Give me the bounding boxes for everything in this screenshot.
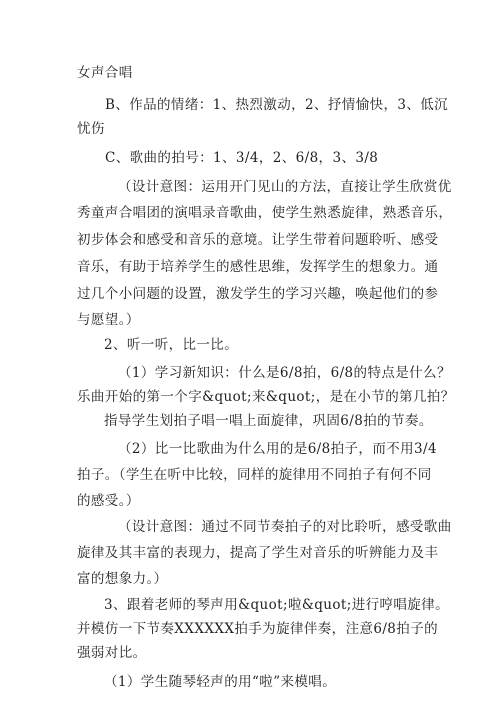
text-line: 强弱对比。 [77,645,147,661]
text-line: B、作品的情绪：1、热烈激动，2、抒情愉快，3、低沉 [105,97,449,113]
text-line: 并模仿一下节奏XXXXXX拍手为旋律伴奏，注意6/8拍子的 [77,621,438,637]
text-line: 旋律及其丰富的表现力，提高了学生对音乐的听辨能力及丰 [77,545,439,561]
text-line: 忧伤 [77,121,105,137]
text-line: （1）学习新知识：什么是6/8拍，6/8的特点是什么？ [118,365,451,381]
text-line: 拍子。（学生在听中比较，同样的旋律用不同拍子有何不同 [77,467,432,483]
text-line: 指导学生划拍子唱一唱上面旋律，巩固6/8拍的节奏。 [104,413,433,429]
text-line: （设计意图：通过不同节奏拍子的对比聆听，感受歌曲 [118,519,452,535]
text-line: 与愿望。） [77,312,140,328]
text-line: （2）比一比歌曲为什么用的是6/8拍子，而不用3/4 [118,441,437,457]
text-line: （1）学生随琴轻声的用“啦”来模唱。 [104,674,337,690]
text-line: 的感受。） [77,493,140,509]
text-line: 音乐，有助于培养学生的感性思维，发挥学生的想象力。通 [77,259,439,275]
text-line: 富的想象力。） [77,571,168,587]
text-line: （设计意图：运用开门见山的方法，直接让学生欣赏优 [118,179,452,195]
text-line: 乐曲开始的第一个字&quot;来&quot;，是在小节的第几拍？ [77,389,455,405]
text-line: C、歌曲的拍号：1、3/4，2、6/8，3、3/8 [105,150,379,166]
text-line: 2、听一听，比一比。 [104,337,239,353]
text-line: 初步体会和感受和音乐的意境。让学生带着问题聆听、感受 [77,232,439,248]
text-line: 秀童声合唱团的演唱录音歌曲，使学生熟悉旋律，熟悉音乐， [77,205,453,221]
text-line: 过几个小问题的设置，激发学生的学习兴趣，唤起他们的参 [77,286,439,302]
text-line: 女声合唱 [77,65,133,81]
text-line: 3、跟着老师的琴声用&quot;啦&quot;进行哼唱旋律。 [104,597,449,613]
